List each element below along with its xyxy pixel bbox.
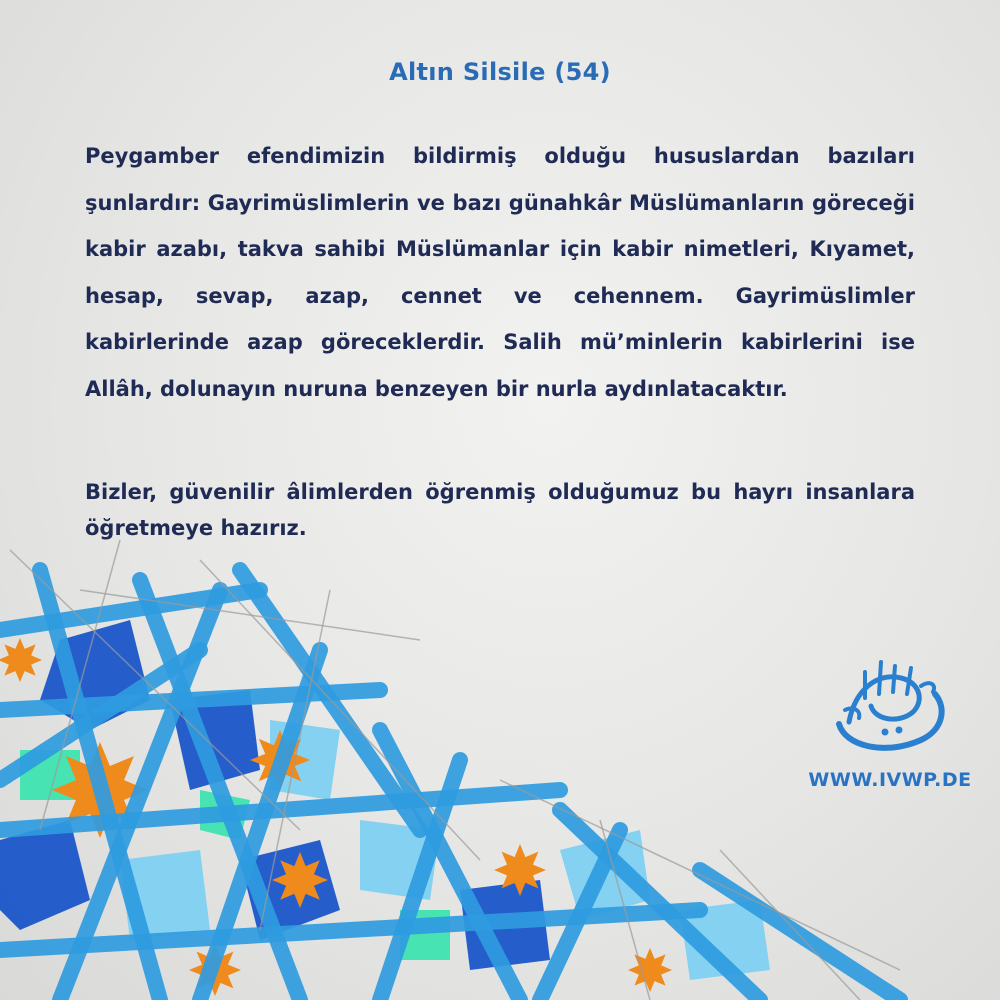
orange-star-tile	[494, 844, 546, 896]
body-paragraph-1: Peygamber efendimizin bildirmiş olduğu hususlardan bazıları şunlardır: Gayrimüslimlerin ve bazı günahkâr Müslümanların göreceği kabir azabı, takva sahibi Müslümanlar için kabir nimetleri, Kıyamet, hesap, sevap, azap, cennet ve cehennem. Gayrimüslimler kabirlerinde azap göreceklerdir. Salih mü’minlerin kabirlerini ise Allâh, dolunayın nuruna benzeyen bir nurla aydınlatacaktır.	[85, 144, 915, 401]
orange-star-tile	[628, 948, 672, 992]
page-title: Altın Silsile (54)	[389, 58, 611, 86]
orange-star-tile	[272, 852, 328, 908]
website-url: WWW.IVWP.DE	[808, 769, 972, 791]
body-paragraph-2: Bizler, güvenilir âlimlerden öğrenmiş olduğumuz bu hayrı insanlara öğretmeye hazırız.	[85, 480, 915, 540]
islamic-geometric-pattern	[0, 530, 910, 1000]
interlace-band	[0, 910, 700, 950]
calligraphy-logo	[825, 650, 955, 760]
orange-star-tile	[0, 638, 42, 682]
